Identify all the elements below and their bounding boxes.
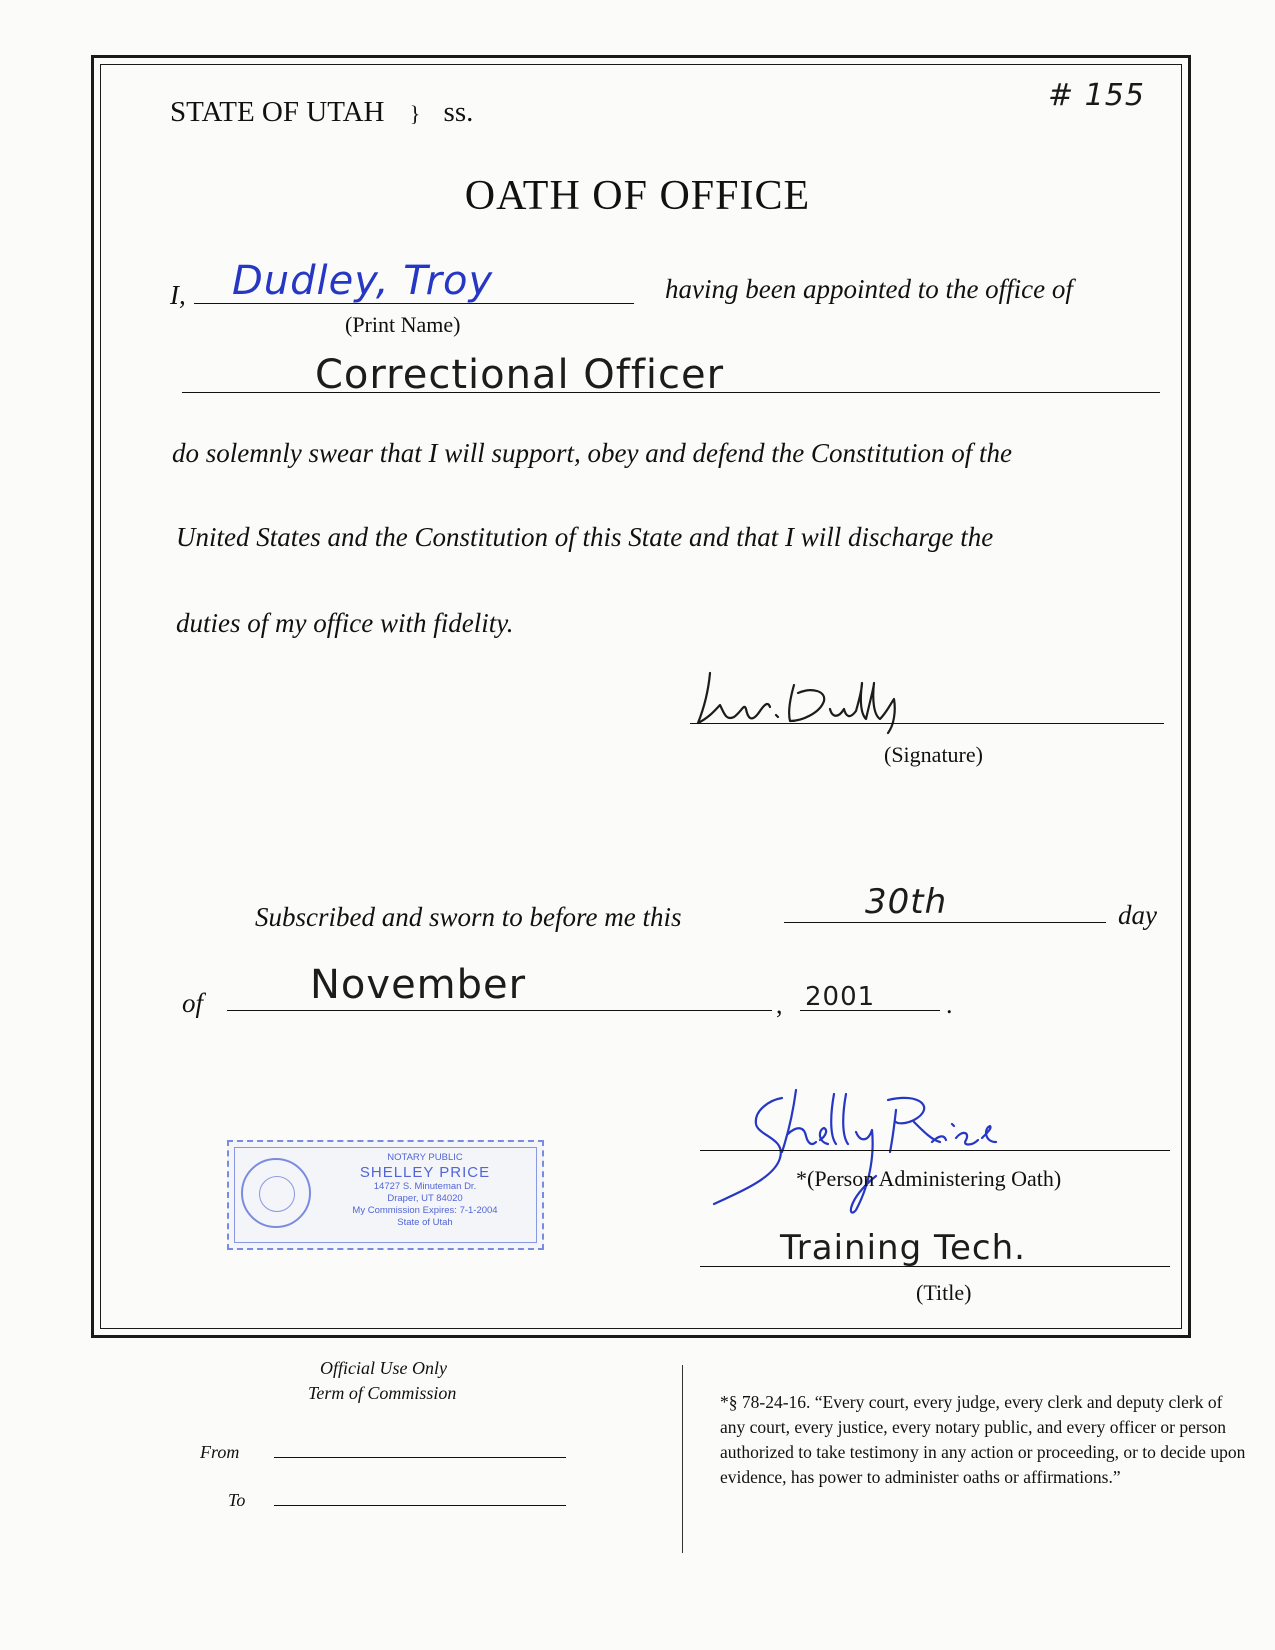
signature-label: (Signature) <box>884 742 983 767</box>
official-use-subheading: Term of Commission <box>308 1383 457 1403</box>
subscribed-text: Subscribed and sworn to before me this <box>255 902 682 932</box>
state-header <box>170 96 473 129</box>
page-title: OATH OF OFFICE <box>464 173 811 219</box>
footer-divider <box>682 1365 683 1553</box>
administering-underline <box>700 1150 1170 1151</box>
year-underline <box>800 1010 940 1011</box>
title-label: (Title) <box>916 1280 972 1305</box>
year-period: . <box>946 990 953 1019</box>
oath-line-2: United States and the Constitution of this State and that I will discharge the <box>176 522 994 552</box>
stamp-text <box>325 1152 525 1229</box>
stamp-line-3: 14727 S. Minuteman Dr. <box>373 1181 477 1192</box>
state-name: STATE OF UTAH <box>170 96 385 128</box>
state-ss: ss. <box>443 96 474 128</box>
day-underline <box>784 922 1106 923</box>
stamp-line-5: My Commission Expires: 7-1-2004 <box>352 1205 498 1216</box>
name-label: (Print Name) <box>345 312 461 337</box>
stamp-line-1: NOTARY PUBLIC <box>387 1152 463 1163</box>
day-label: day <box>1118 900 1157 930</box>
statute-footnote: *§ 78-24-16. “Every court, every judge, every clerk and deputy clerk of any court, every justice, every notary public, and every officer or person authorized to take testimony in any action or proceeding, or to decide upon evidence, has power to administer oaths or affirmations.” <box>720 1392 1246 1487</box>
from-underline <box>274 1457 566 1458</box>
stamp-line-4: Draper, UT 84020 <box>387 1193 463 1204</box>
state-brace: } <box>409 101 421 126</box>
to-label: To <box>228 1490 246 1510</box>
title-value: Training Tech. <box>780 1228 1026 1268</box>
official-use-heading: Official Use Only <box>320 1358 447 1378</box>
month-underline <box>227 1010 772 1011</box>
name-prefix: I, <box>170 280 186 310</box>
notary-stamp <box>227 1140 544 1250</box>
year-value: 2001 <box>805 982 876 1012</box>
month-comma: , <box>776 990 783 1019</box>
office-underline <box>182 392 1160 393</box>
signature-underline <box>690 723 1164 724</box>
officer-signature <box>690 665 950 740</box>
stamp-line-2: SHELLEY PRICE <box>359 1164 491 1181</box>
document-number: # 155 <box>1048 78 1145 113</box>
from-label: From <box>200 1442 240 1462</box>
month-value: November <box>310 962 527 1008</box>
notary-signature <box>700 1080 1060 1230</box>
day-value: 30th <box>865 882 948 922</box>
oath-line-3: duties of my office with fidelity. <box>176 608 514 638</box>
of-label: of <box>182 988 204 1018</box>
name-value: Dudley, Troy <box>232 258 494 304</box>
stamp-line-6: State of Utah <box>397 1217 453 1228</box>
office-value: Correctional Officer <box>315 352 725 398</box>
administering-label: *(Person Administering Oath) <box>796 1166 1062 1191</box>
to-underline <box>274 1505 566 1506</box>
appointed-text: having been appointed to the office of <box>665 274 1073 304</box>
title-underline <box>700 1266 1170 1267</box>
oath-line-1: do solemnly swear that I will support, obey and defend the Constitution of the <box>172 438 1012 468</box>
state-seal-icon <box>241 1158 311 1228</box>
